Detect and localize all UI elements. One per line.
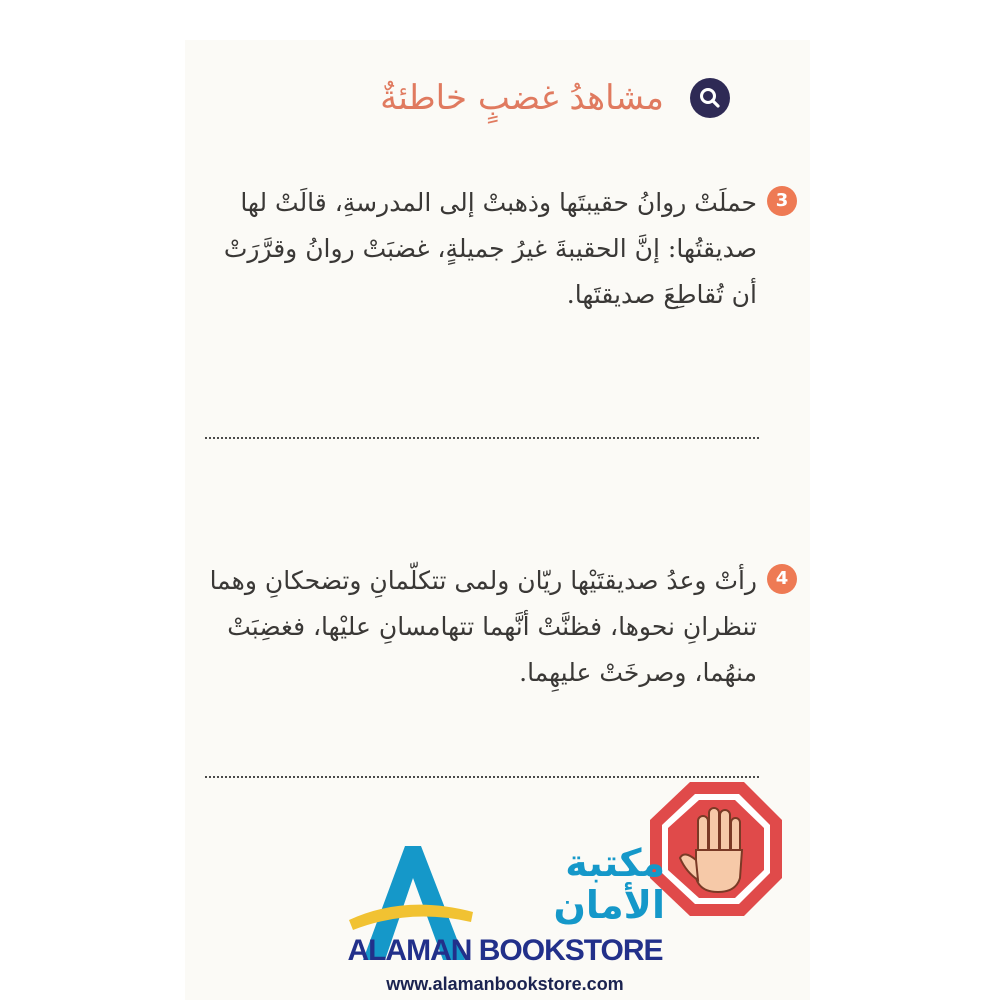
answer-line[interactable] — [205, 437, 759, 439]
item-number-badge: 3 — [767, 186, 797, 216]
scenario-item-4 — [205, 558, 797, 696]
bookstore-logo — [345, 842, 665, 972]
answer-line[interactable] — [205, 776, 759, 778]
section-title: مشاهدُ غضبٍ خاطئةٌ — [380, 78, 664, 118]
section-header — [330, 66, 730, 130]
item-number-badge: 4 — [767, 564, 797, 594]
logo-url[interactable]: www.alamanbookstore.com — [386, 974, 624, 994]
scenario-item-3 — [205, 180, 797, 318]
scenario-text: رأتْ وعدُ صديقتَيْها ريّان ولمى تتكلّمانِ وتضحكانِ وهما تنظرانِ نحوها، فظنَّتْ أنَّهما تتهامسانِ عليْها، فغضِبَتْ منهُما، وصرخَتْ عليهِما. — [209, 566, 757, 687]
scenario-text: حملَتْ روانُ حقيبتَها وذهبتْ إلى المدرسةِ، قالَتْ لها صديقتُها: إنَّ الحقيبةَ غيرُ جميلةٍ، غضبَتْ روانُ وقرَّرَتْ أن تُقاطِعَ صديقتَها. — [223, 188, 757, 309]
search-icon — [690, 78, 730, 118]
logo-english-text: ALAMAN BOOKSTORE — [347, 934, 663, 967]
logo-arabic-text: مكتبة الأمان — [553, 841, 665, 927]
